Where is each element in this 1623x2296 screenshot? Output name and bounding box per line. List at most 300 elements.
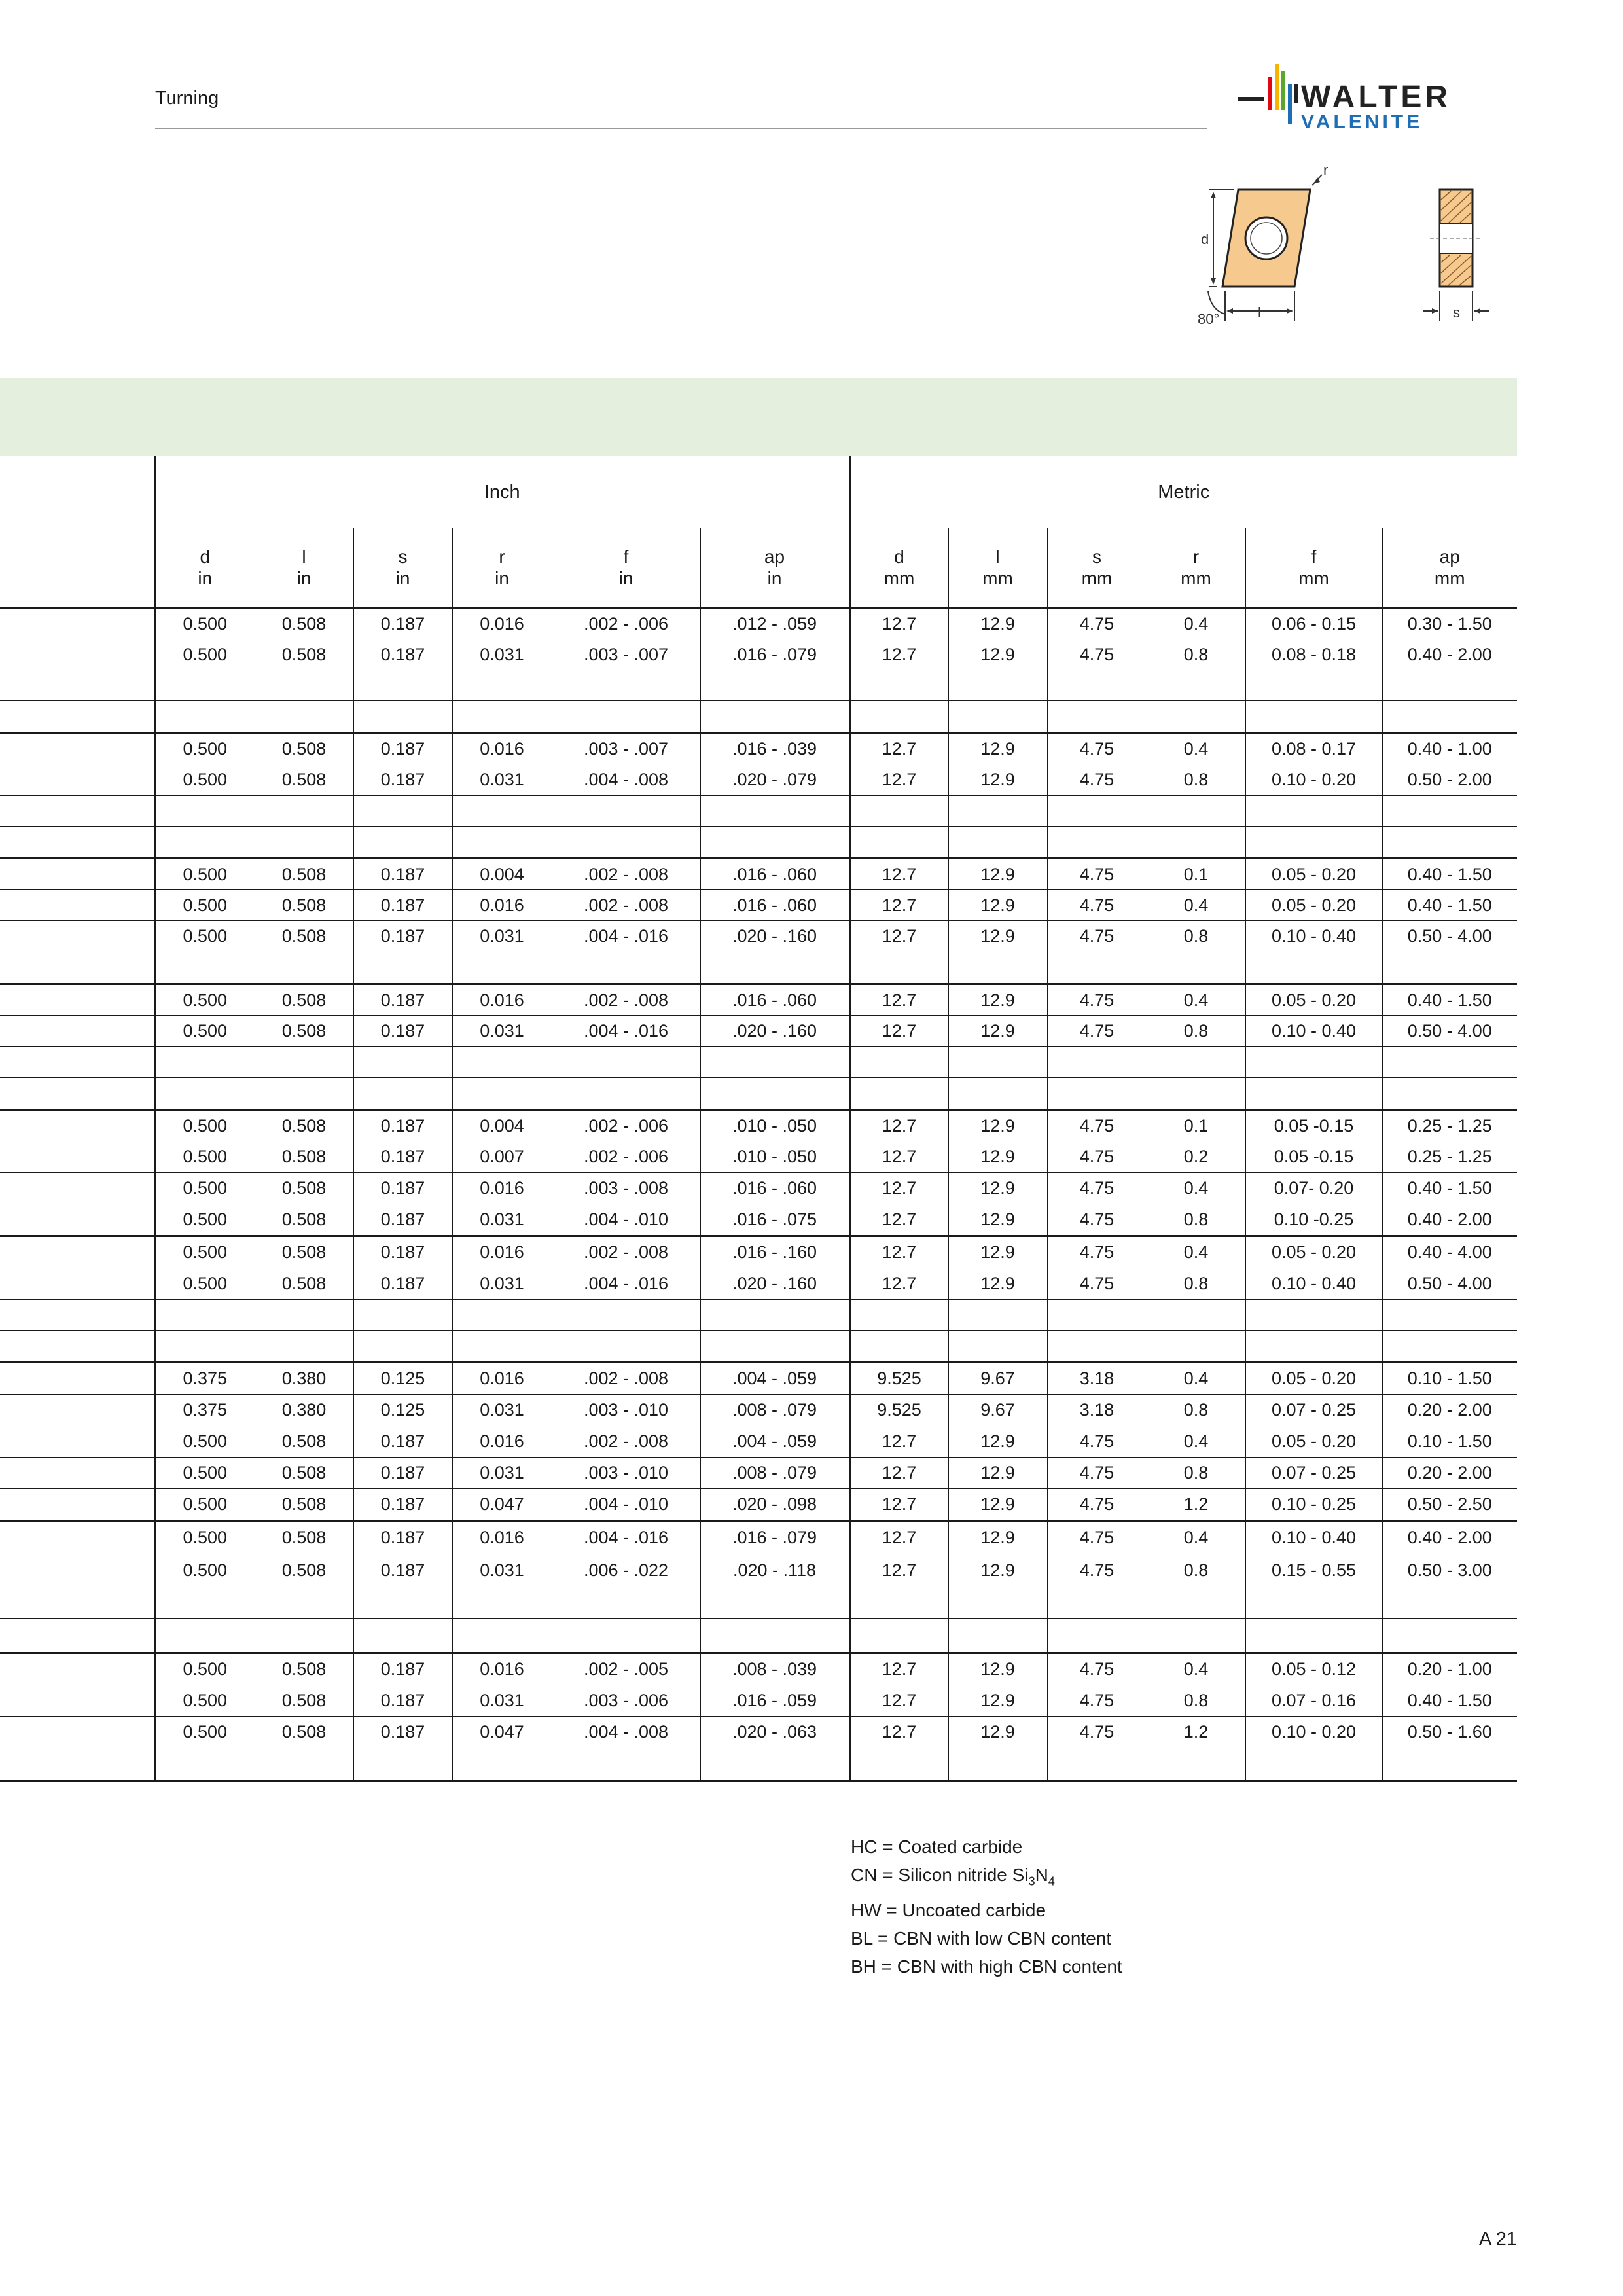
col-header-s-in: s in [353, 528, 452, 608]
table-cell [255, 1331, 353, 1363]
table-cell [1382, 796, 1517, 827]
table-cell: 0.40 - 2.00 [1382, 1204, 1517, 1236]
table-cell: 0.05 - 0.12 [1245, 1653, 1382, 1685]
table-body [0, 608, 1517, 1782]
table-cell: .002 - .006 [552, 608, 700, 639]
group-header-row [0, 456, 1517, 528]
table-cell: 0.40 - 2.00 [1382, 639, 1517, 670]
row-label-cell [0, 1363, 155, 1395]
table-cell [255, 1619, 353, 1653]
logo-bar-green [1281, 71, 1285, 110]
table-cell [353, 827, 452, 859]
table-cell: 0.500 [155, 1685, 255, 1717]
table-cell: 0.8 [1147, 639, 1245, 670]
table-cell: 0.508 [255, 733, 353, 764]
table-cell [155, 1047, 255, 1078]
table-cell: 0.50 - 4.00 [1382, 921, 1517, 952]
table-cell [353, 670, 452, 701]
table-cell [452, 1587, 552, 1619]
table-cell: 9.67 [948, 1395, 1047, 1426]
table-cell: 0.508 [255, 1717, 353, 1748]
table-cell: 0.016 [452, 1653, 552, 1685]
table-cell: 3.18 [1047, 1395, 1147, 1426]
table-cell: .002 - .008 [552, 1236, 700, 1268]
table-row [0, 1300, 1517, 1331]
table-cell: 0.05 -0.15 [1245, 1141, 1382, 1173]
table-cell: .004 - .010 [552, 1204, 700, 1236]
table-cell: 4.75 [1047, 859, 1147, 890]
table-cell [1382, 1587, 1517, 1619]
table-row [0, 984, 1517, 1016]
table-cell [849, 796, 948, 827]
row-label-cell [0, 1204, 155, 1236]
table-cell [452, 670, 552, 701]
table-cell: 0.10 - 0.20 [1245, 1717, 1382, 1748]
table-cell: .002 - .008 [552, 890, 700, 921]
table-cell: 9.525 [849, 1363, 948, 1395]
table-cell: .020 - .079 [700, 764, 849, 796]
table-cell: .004 - .008 [552, 764, 700, 796]
table-cell [700, 952, 849, 984]
table-cell: 0.8 [1147, 1458, 1245, 1489]
table-cell [700, 670, 849, 701]
table-cell: 0.500 [155, 1268, 255, 1300]
table-cell: 0.016 [452, 1521, 552, 1554]
table-cell: 0.016 [452, 984, 552, 1016]
table-cell [155, 827, 255, 859]
table-cell [452, 1078, 552, 1110]
table-cell: 4.75 [1047, 639, 1147, 670]
table-cell: .008 - .039 [700, 1653, 849, 1685]
table-cell: .004 - .010 [552, 1489, 700, 1521]
row-label-cell [0, 1685, 155, 1717]
table-cell: 0.07- 0.20 [1245, 1173, 1382, 1204]
table-cell [1245, 827, 1382, 859]
logo-bar-black [1294, 84, 1298, 103]
table-cell [552, 796, 700, 827]
table-cell: 12.7 [849, 890, 948, 921]
table-cell [700, 1619, 849, 1653]
table-cell: 0.40 - 1.50 [1382, 984, 1517, 1016]
table-cell [948, 1331, 1047, 1363]
table-cell: 12.7 [849, 608, 948, 639]
table-cell: 0.1 [1147, 859, 1245, 890]
table-cell: 0.508 [255, 890, 353, 921]
table-cell: 12.7 [849, 984, 948, 1016]
table-cell [1147, 1587, 1245, 1619]
table-cell: 0.500 [155, 1110, 255, 1141]
table-cell [700, 1078, 849, 1110]
table-cell: .016 - .060 [700, 859, 849, 890]
table-cell: 3.18 [1047, 1363, 1147, 1395]
table-cell: .002 - .005 [552, 1653, 700, 1685]
table-cell: 0.4 [1147, 608, 1245, 639]
table-cell [1245, 952, 1382, 984]
table-cell: .016 - .160 [700, 1236, 849, 1268]
row-label-cell [0, 1078, 155, 1110]
table-cell: 0.500 [155, 764, 255, 796]
table-cell: 12.9 [948, 1268, 1047, 1300]
col-header-s-mm: s mm [1047, 528, 1147, 608]
legend-cn: CN = Silicon nitride $Si_3N_4$ [851, 1865, 1055, 1888]
table-cell [155, 952, 255, 984]
table-cell [353, 1078, 452, 1110]
table-cell: 0.016 [452, 1426, 552, 1458]
table-cell: 0.004 [452, 859, 552, 890]
legend-hw: HW = Uncoated carbide [851, 1899, 1046, 1920]
table-row [0, 952, 1517, 984]
table-row [0, 1748, 1517, 1782]
table-cell: 0.07 - 0.16 [1245, 1685, 1382, 1717]
table-row [0, 1268, 1517, 1300]
table-cell: 0.4 [1147, 733, 1245, 764]
table-cell [1382, 1078, 1517, 1110]
table-cell: 0.10 - 0.40 [1245, 1521, 1382, 1554]
table-cell [255, 1748, 353, 1782]
table-cell: 0.508 [255, 1268, 353, 1300]
table-cell: 0.4 [1147, 1521, 1245, 1554]
table-row [0, 764, 1517, 796]
table-cell [948, 1619, 1047, 1653]
table-cell [353, 952, 452, 984]
table-cell [700, 827, 849, 859]
table-cell [849, 1300, 948, 1331]
table-cell: 0.187 [353, 859, 452, 890]
table-cell: 0.8 [1147, 1016, 1245, 1047]
table-cell: 12.9 [948, 1554, 1047, 1587]
table-row [0, 639, 1517, 670]
table-cell: .020 - .160 [700, 921, 849, 952]
table-cell [1147, 1078, 1245, 1110]
table-cell [849, 670, 948, 701]
grade-legend [851, 1833, 1122, 1981]
table-cell: 0.05 -0.15 [1245, 1110, 1382, 1141]
table-cell: 0.508 [255, 639, 353, 670]
table-cell [255, 1587, 353, 1619]
table-cell [1047, 1300, 1147, 1331]
col-header-l-mm: l mm [948, 528, 1047, 608]
table-cell [1245, 1587, 1382, 1619]
table-cell: 0.375 [155, 1363, 255, 1395]
table-cell: 0.508 [255, 1521, 353, 1554]
table-cell [155, 1587, 255, 1619]
row-label-cell [0, 1173, 155, 1204]
table-cell [849, 1078, 948, 1110]
table-cell: 0.508 [255, 921, 353, 952]
table-cell: 12.7 [849, 764, 948, 796]
table-cell: 0.187 [353, 1653, 452, 1685]
table-cell: 0.187 [353, 1141, 452, 1173]
table-cell: 0.40 - 1.50 [1382, 890, 1517, 921]
table-cell: 12.9 [948, 608, 1047, 639]
row-label-cell [0, 1331, 155, 1363]
table-row [0, 1587, 1517, 1619]
row-label-cell [0, 1717, 155, 1748]
table-cell: 12.9 [948, 1016, 1047, 1047]
label-angle: 80° [1198, 311, 1220, 327]
table-cell: 0.500 [155, 733, 255, 764]
table-cell: 0.500 [155, 1236, 255, 1268]
row-label-cell [0, 764, 155, 796]
table-cell [353, 1047, 452, 1078]
table-cell [1245, 670, 1382, 701]
table-cell [1147, 701, 1245, 733]
row-label-cell [0, 827, 155, 859]
table-cell: 0.1 [1147, 1110, 1245, 1141]
table-cell: 0.4 [1147, 1363, 1245, 1395]
table-cell [1047, 1619, 1147, 1653]
table-cell: .016 - .079 [700, 639, 849, 670]
table-cell [255, 1078, 353, 1110]
table-cell [552, 1300, 700, 1331]
table-cell: 12.7 [849, 1489, 948, 1521]
table-cell: 0.30 - 1.50 [1382, 608, 1517, 639]
table-cell: 0.187 [353, 1268, 452, 1300]
table-cell [155, 1300, 255, 1331]
table-cell [353, 701, 452, 733]
table-cell: 0.031 [452, 1204, 552, 1236]
table-cell: 0.8 [1147, 1268, 1245, 1300]
row-label-cell [0, 1489, 155, 1521]
table-cell [1245, 796, 1382, 827]
table-cell: .003 - .010 [552, 1458, 700, 1489]
table-cell: 0.8 [1147, 921, 1245, 952]
table-cell [155, 1748, 255, 1782]
table-cell: 0.016 [452, 1236, 552, 1268]
table-cell: 0.500 [155, 1521, 255, 1554]
logo-dash [1238, 97, 1264, 101]
table-cell: 0.50 - 1.60 [1382, 1717, 1517, 1748]
table-cell: .002 - .008 [552, 1363, 700, 1395]
table-cell [255, 670, 353, 701]
table-cell: 0.016 [452, 1363, 552, 1395]
table-cell [700, 796, 849, 827]
label-l: l [1258, 304, 1261, 321]
table-cell: 12.9 [948, 1489, 1047, 1521]
table-cell: 12.9 [948, 764, 1047, 796]
insert-data-table [0, 456, 1517, 1782]
col-header-ap-mm: ap mm [1382, 528, 1517, 608]
table-cell: 0.031 [452, 764, 552, 796]
table-row [0, 1653, 1517, 1685]
row-label-cell [0, 1426, 155, 1458]
table-cell [552, 670, 700, 701]
table-cell: 0.20 - 2.00 [1382, 1458, 1517, 1489]
table-cell: 0.125 [353, 1395, 452, 1426]
table-cell: 0.031 [452, 1016, 552, 1047]
table-cell: 0.25 - 1.25 [1382, 1110, 1517, 1141]
row-label-cell [0, 1587, 155, 1619]
table-cell: 4.75 [1047, 1110, 1147, 1141]
table-cell: 0.187 [353, 1458, 452, 1489]
row-label-cell [0, 670, 155, 701]
table-cell: 4.75 [1047, 1717, 1147, 1748]
col-header-d-in: d in [155, 528, 255, 608]
table-cell: 0.016 [452, 733, 552, 764]
table-cell: 4.75 [1047, 1685, 1147, 1717]
table-cell [353, 1300, 452, 1331]
table-cell: 0.08 - 0.18 [1245, 639, 1382, 670]
table-cell: .004 - .016 [552, 921, 700, 952]
table-cell: 12.9 [948, 1173, 1047, 1204]
table-cell [1147, 1331, 1245, 1363]
table-cell: 0.187 [353, 1173, 452, 1204]
table-cell [452, 1619, 552, 1653]
row-label-cell [0, 1047, 155, 1078]
table-cell [1245, 1078, 1382, 1110]
table-cell: 0.187 [353, 1110, 452, 1141]
column-header-row [0, 528, 1517, 608]
table-cell [255, 1300, 353, 1331]
table-cell [1047, 1587, 1147, 1619]
table-cell: 12.7 [849, 1653, 948, 1685]
table-cell: 12.9 [948, 890, 1047, 921]
table-cell: 0.047 [452, 1489, 552, 1521]
table-cell: 12.7 [849, 1521, 948, 1554]
table-cell [849, 1619, 948, 1653]
table-cell: 12.7 [849, 1426, 948, 1458]
table-cell: .002 - .008 [552, 984, 700, 1016]
table-cell: 0.10 -0.25 [1245, 1204, 1382, 1236]
table-cell [552, 1078, 700, 1110]
table-cell: .016 - .060 [700, 890, 849, 921]
table-cell: 0.500 [155, 1204, 255, 1236]
table-cell [849, 1047, 948, 1078]
col-header-ap-in: ap in [700, 528, 849, 608]
table-cell [452, 1047, 552, 1078]
table-cell: 0.187 [353, 1554, 452, 1587]
table-cell: 0.187 [353, 1426, 452, 1458]
table-cell: 0.187 [353, 1717, 452, 1748]
table-cell: 0.10 - 0.40 [1245, 921, 1382, 952]
table-cell [1147, 670, 1245, 701]
table-row [0, 796, 1517, 827]
table-cell: 12.7 [849, 1016, 948, 1047]
table-cell [849, 1587, 948, 1619]
metric-group-label: Metric [1158, 481, 1210, 503]
table-cell: 0.8 [1147, 1204, 1245, 1236]
table-cell [1382, 1300, 1517, 1331]
table-cell: 12.9 [948, 1717, 1047, 1748]
section-title: Turning [155, 88, 219, 109]
table-cell: .016 - .039 [700, 733, 849, 764]
table-cell: 0.40 - 2.00 [1382, 1521, 1517, 1554]
table-row [0, 1236, 1517, 1268]
table-row [0, 1331, 1517, 1363]
table-cell: .003 - .010 [552, 1395, 700, 1426]
table-cell: 0.508 [255, 1426, 353, 1458]
table-cell: 0.508 [255, 1110, 353, 1141]
table-cell: 0.187 [353, 764, 452, 796]
table-cell [1382, 1331, 1517, 1363]
table-cell [1147, 827, 1245, 859]
table-cell: 4.75 [1047, 608, 1147, 639]
table-cell [849, 1748, 948, 1782]
table-cell [948, 1300, 1047, 1331]
table-cell [255, 827, 353, 859]
table-cell: 0.4 [1147, 890, 1245, 921]
legend-bh: BH = CBN with high CBN content [851, 1956, 1122, 1977]
table-cell [1047, 827, 1147, 859]
table-cell [155, 1619, 255, 1653]
table-cell [1147, 1300, 1245, 1331]
table-cell: 0.40 - 1.00 [1382, 733, 1517, 764]
table-cell: 0.10 - 0.40 [1245, 1016, 1382, 1047]
table-row [0, 1717, 1517, 1748]
table-cell: 0.05 - 0.20 [1245, 984, 1382, 1016]
table-cell [452, 952, 552, 984]
table-cell: 12.9 [948, 639, 1047, 670]
table-cell [1147, 952, 1245, 984]
table-cell: 0.508 [255, 764, 353, 796]
inch-group-label: Inch [155, 456, 849, 528]
table-cell: .008 - .079 [700, 1395, 849, 1426]
table-cell: 0.500 [155, 1141, 255, 1173]
row-label-cell [0, 1110, 155, 1141]
table-cell [849, 701, 948, 733]
table-cell: .016 - .059 [700, 1685, 849, 1717]
table-cell [700, 1587, 849, 1619]
table-cell: .004 - .016 [552, 1016, 700, 1047]
table-cell: 0.06 - 0.15 [1245, 608, 1382, 639]
table-cell [1245, 1619, 1382, 1653]
table-cell: 0.10 - 0.20 [1245, 764, 1382, 796]
table-cell [155, 1078, 255, 1110]
table-cell: 4.75 [1047, 1268, 1147, 1300]
table-cell: 0.500 [155, 1717, 255, 1748]
table-cell: 12.9 [948, 1204, 1047, 1236]
table-cell: 0.8 [1147, 764, 1245, 796]
table-cell: 0.508 [255, 1489, 353, 1521]
insert-dimension-diagram [1198, 160, 1538, 337]
table-cell: 0.508 [255, 1204, 353, 1236]
table-cell: 0.031 [452, 1268, 552, 1300]
row-label-cell [0, 733, 155, 764]
table-cell [353, 1587, 452, 1619]
table-cell [552, 701, 700, 733]
table-cell: 0.187 [353, 1016, 452, 1047]
table-cell [1047, 1078, 1147, 1110]
table-cell [452, 1300, 552, 1331]
table-cell [1047, 1748, 1147, 1782]
col-header-f-mm: f mm [1245, 528, 1382, 608]
table-cell: 0.05 - 0.20 [1245, 859, 1382, 890]
table-cell: 12.7 [849, 733, 948, 764]
row-label-cell [0, 1748, 155, 1782]
table-cell [353, 1331, 452, 1363]
table-cell: 0.380 [255, 1363, 353, 1395]
table-cell [1382, 701, 1517, 733]
table-cell: 0.508 [255, 1554, 353, 1587]
table-cell [452, 827, 552, 859]
table-cell [948, 796, 1047, 827]
table-cell [948, 1748, 1047, 1782]
table-cell [948, 1078, 1047, 1110]
table-cell: 0.50 - 2.50 [1382, 1489, 1517, 1521]
table-cell: 0.500 [155, 859, 255, 890]
row-label-cell [0, 1619, 155, 1653]
table-cell: 0.500 [155, 1554, 255, 1587]
table-cell: 0.187 [353, 984, 452, 1016]
col-header-r-mm: r mm [1147, 528, 1245, 608]
table-cell [1245, 1748, 1382, 1782]
table-row [0, 1426, 1517, 1458]
table-cell: 4.75 [1047, 1653, 1147, 1685]
table-cell: 0.500 [155, 1489, 255, 1521]
table-cell: 9.67 [948, 1363, 1047, 1395]
table-cell: .020 - .160 [700, 1268, 849, 1300]
table-cell [849, 827, 948, 859]
